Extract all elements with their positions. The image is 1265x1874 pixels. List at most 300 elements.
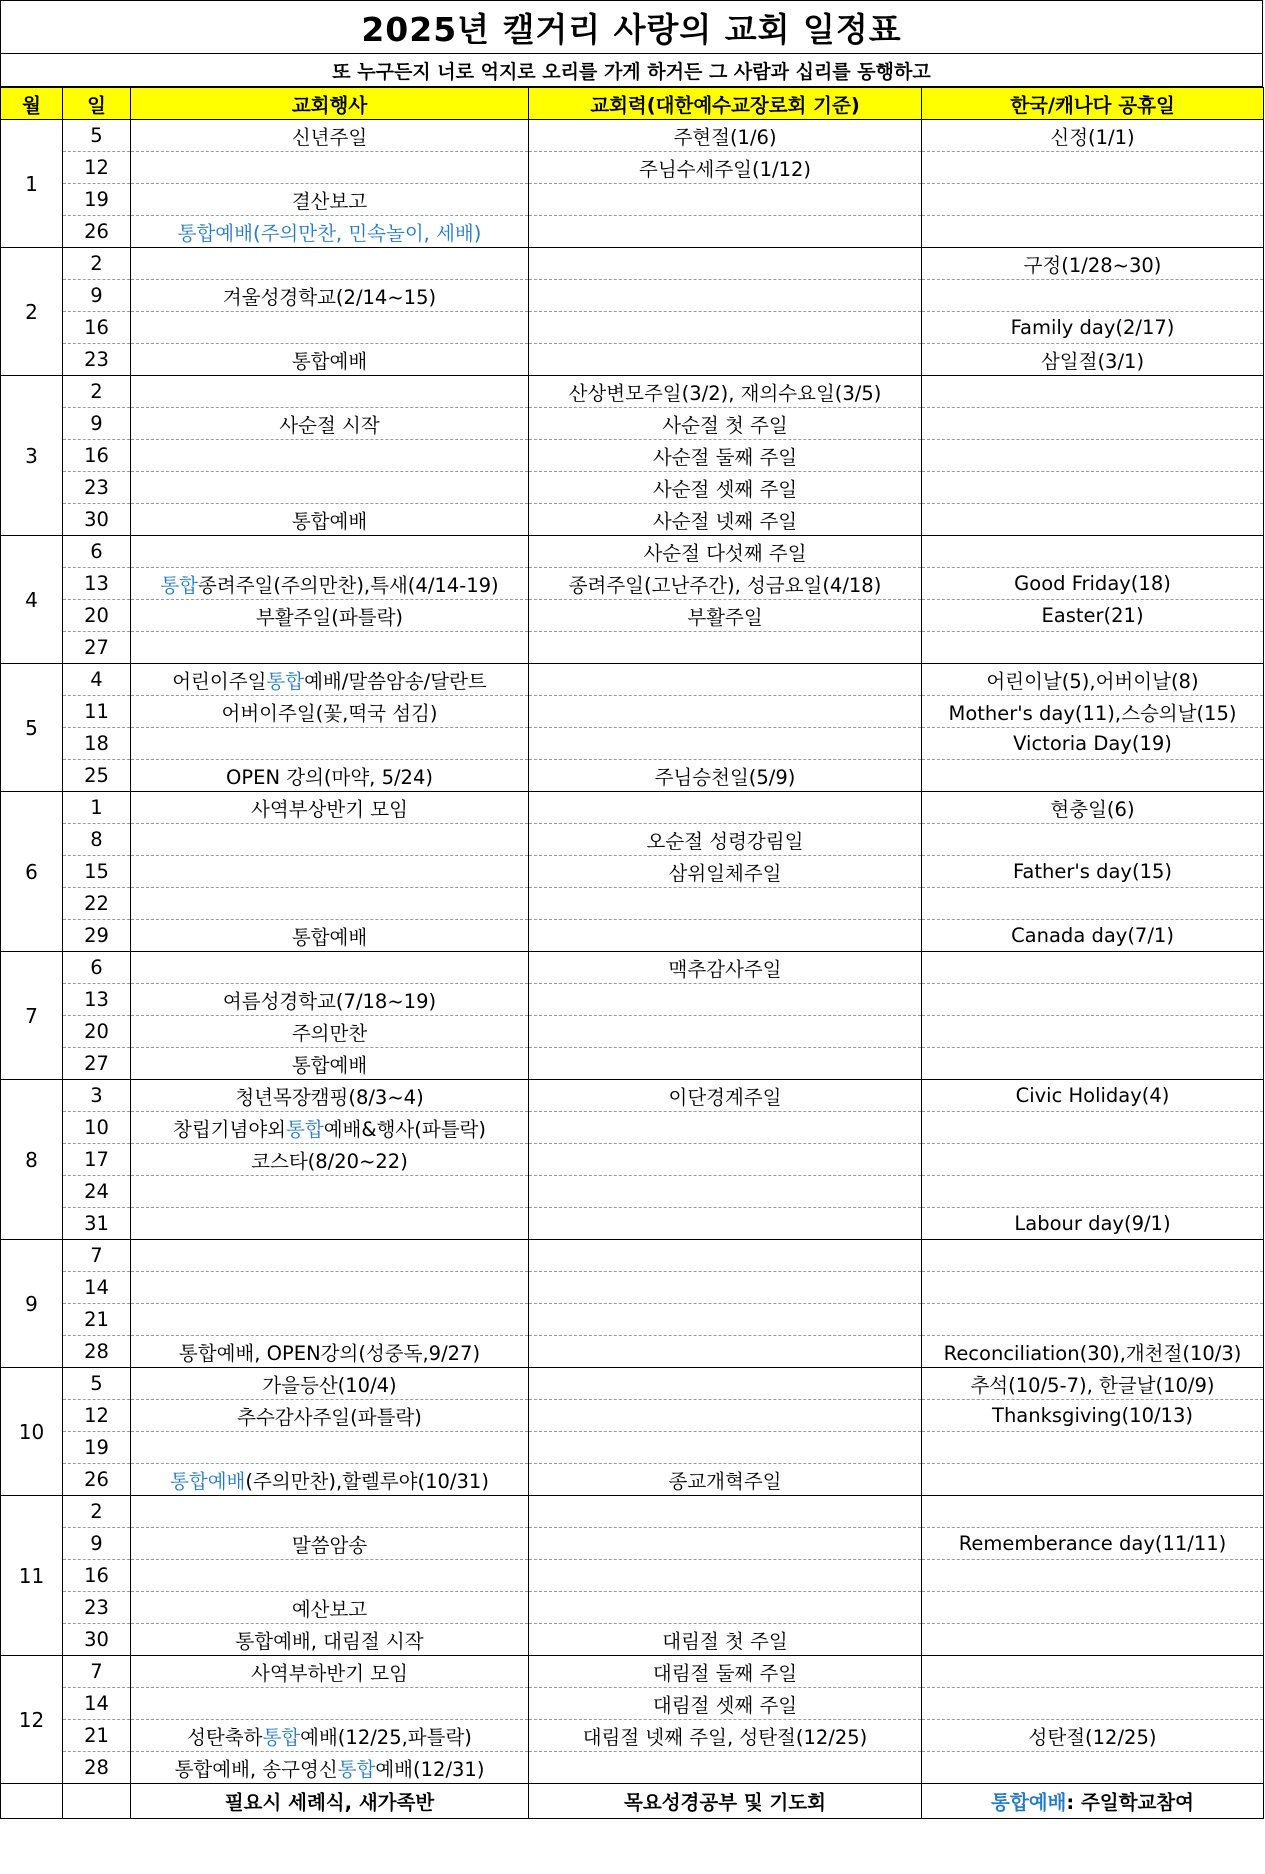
footer-month-cell [1,1784,63,1819]
church-calendar-cell [529,1240,922,1272]
church-event-cell [131,728,529,760]
day-cell: 28 [63,1336,131,1368]
church-event-cell [131,1016,529,1048]
church-event-cell [131,760,529,792]
month-cell: 10 [1,1368,63,1496]
schedule-row [1,888,1264,920]
holiday-cell [922,408,1264,440]
schedule-row [1,216,1264,248]
schedule-row [1,1720,1264,1752]
holiday-cell: 구정(1/28~30) [922,248,1264,280]
event-text: 추수감사주일(파틀락) [237,1405,422,1429]
church-calendar-cell [529,1560,922,1592]
day-cell: 16 [63,1560,131,1592]
schedule-row [1,1400,1264,1432]
church-calendar-cell: 사순절 첫 주일 [529,408,922,440]
schedule-row [1,760,1264,792]
schedule-row [1,1176,1264,1208]
day-cell: 9 [63,280,131,312]
footer-church-note: 목요성경공부 및 기도회 [529,1784,922,1819]
church-calendar-cell: 주님승천일(5/9) [529,760,922,792]
church-event-cell [131,1368,529,1400]
event-text: (주의만찬),할렐루야(10/31) [245,1469,489,1493]
schedule-row [1,1656,1264,1688]
schedule-row [1,280,1264,312]
holiday-cell [922,1144,1264,1176]
church-calendar-cell [529,1432,922,1464]
church-calendar-cell: 사순절 둘째 주일 [529,440,922,472]
day-cell: 11 [63,696,131,728]
schedule-row [1,1272,1264,1304]
church-calendar-cell [529,1048,922,1080]
day-cell: 27 [63,1048,131,1080]
day-cell: 26 [63,1464,131,1496]
holiday-cell [922,952,1264,984]
schedule-row [1,920,1264,952]
month-cell: 2 [1,248,63,376]
footer-event-note: 필요시 세례식, 새가족반 [131,1784,529,1819]
church-event-cell [131,440,529,472]
church-calendar-cell [529,696,922,728]
schedule-row [1,792,1264,824]
church-event-cell [131,1144,529,1176]
church-calendar-cell [529,216,922,248]
holiday-cell: 성탄절(12/25) [922,1720,1264,1752]
day-cell: 9 [63,1528,131,1560]
church-calendar-cell [529,1400,922,1432]
event-text: 여름성경학교(7/18~19) [222,989,437,1013]
church-event-cell [131,856,529,888]
church-calendar-cell [529,312,922,344]
holiday-cell [922,504,1264,536]
church-calendar-cell: 사순절 다섯째 주일 [529,536,922,568]
day-cell: 6 [63,952,131,984]
church-event-cell [131,696,529,728]
day-cell: 31 [63,1208,131,1240]
church-calendar-cell: 주현절(1/6) [529,120,922,152]
day-cell: 16 [63,312,131,344]
event-text: 통합 [262,1725,301,1749]
church-calendar-cell [529,1496,922,1528]
church-calendar-cell [529,184,922,216]
church-event-cell [131,1208,529,1240]
schedule-row [1,312,1264,344]
holiday-cell [922,1464,1264,1496]
church-event-cell [131,1624,529,1656]
church-calendar-cell [529,664,922,696]
church-event-cell [131,1752,529,1784]
day-cell: 13 [63,984,131,1016]
church-calendar-cell [529,1144,922,1176]
schedule-row [1,408,1264,440]
month-cell: 8 [1,1080,63,1240]
event-text: 어버이주일(꽃,떡국 섬김) [221,701,438,725]
schedule-row [1,1432,1264,1464]
church-event-cell [131,1656,529,1688]
day-cell: 7 [63,1240,131,1272]
church-event-cell [131,408,529,440]
church-calendar-cell [529,1016,922,1048]
event-text: 코스타(8/20~22) [251,1149,408,1173]
church-calendar-cell: 산상변모주일(3/2), 재의수요일(3/5) [529,376,922,408]
church-calendar-cell: 대림절 넷째 주일, 성탄절(12/25) [529,1720,922,1752]
header-month: 월 [1,88,63,120]
day-cell: 2 [63,248,131,280]
event-text: 통합예배 [291,925,368,949]
event-text: 통합 [266,669,305,693]
holiday-cell [922,152,1264,184]
church-calendar-cell [529,728,922,760]
schedule-row [1,952,1264,984]
holiday-cell [922,1752,1264,1784]
church-calendar-cell: 사순절 셋째 주일 [529,472,922,504]
day-cell: 28 [63,1752,131,1784]
holiday-cell: Mother's day(11),스승의날(15) [922,696,1264,728]
church-calendar-cell [529,1112,922,1144]
schedule-row [1,1336,1264,1368]
church-event-cell [131,1176,529,1208]
church-event-cell [131,952,529,984]
church-event-cell [131,920,529,952]
church-event-cell [131,792,529,824]
holiday-cell [922,888,1264,920]
church-event-cell [131,1240,529,1272]
event-text: 통합예배, 송구영신 [174,1757,338,1781]
holiday-cell [922,1688,1264,1720]
schedule-row [1,504,1264,536]
schedule-row [1,1240,1264,1272]
footer-holiday-note [922,1784,1264,1819]
day-cell: 16 [63,440,131,472]
church-event-cell [131,1048,529,1080]
holiday-cell [922,1496,1264,1528]
event-text: 통합 [160,573,199,597]
holiday-cell [922,1432,1264,1464]
event-text: 부활주일(파틀락) [255,605,404,629]
event-text: 주의만찬 [291,1021,368,1045]
holiday-cell [922,1560,1264,1592]
schedule-table [0,87,1264,1819]
schedule-row [1,1144,1264,1176]
footer-highlight-text: 통합예배 [991,1791,1067,1814]
event-text: 통합예배(주의만찬, 민속놀이, 세배) [177,221,482,245]
church-event-cell [131,1400,529,1432]
schedule-row [1,696,1264,728]
event-text: 결산보고 [291,189,368,213]
month-cell: 7 [1,952,63,1080]
holiday-cell [922,536,1264,568]
church-event-cell [131,504,529,536]
church-calendar-cell [529,1272,922,1304]
church-calendar-cell: 부활주일 [529,600,922,632]
holiday-cell: Family day(2/17) [922,312,1264,344]
event-text: 통합예배 [291,509,368,533]
holiday-cell: Reconciliation(30),개천절(10/3) [922,1336,1264,1368]
church-event-cell [131,568,529,600]
church-event-cell [131,1336,529,1368]
header-day: 일 [63,88,131,120]
holiday-cell: 신정(1/1) [922,120,1264,152]
day-cell: 23 [63,1592,131,1624]
holiday-cell [922,632,1264,664]
day-cell: 13 [63,568,131,600]
month-cell: 6 [1,792,63,952]
schedule-row [1,184,1264,216]
schedule-row [1,568,1264,600]
holiday-cell [922,1272,1264,1304]
day-cell: 3 [63,1080,131,1112]
church-event-cell [131,1528,529,1560]
church-calendar-cell [529,920,922,952]
month-cell: 11 [1,1496,63,1656]
church-calendar-cell: 대림절 첫 주일 [529,1624,922,1656]
schedule-row [1,344,1264,376]
event-text: 사역부하반기 모임 [251,1661,408,1685]
holiday-cell [922,216,1264,248]
schedule-row [1,632,1264,664]
event-text: 말씀암송 [291,1533,368,1557]
event-text: 통합 [337,1757,376,1781]
day-cell: 2 [63,1496,131,1528]
schedule-row [1,248,1264,280]
schedule-row [1,1592,1264,1624]
church-calendar-cell: 종교개혁주일 [529,1464,922,1496]
church-calendar-cell [529,1528,922,1560]
schedule-row [1,1208,1264,1240]
day-cell: 4 [63,664,131,696]
holiday-cell [922,1304,1264,1336]
church-calendar-cell: 대림절 셋째 주일 [529,1688,922,1720]
church-event-cell [131,1272,529,1304]
holiday-cell [922,984,1264,1016]
schedule-row [1,984,1264,1016]
month-cell: 9 [1,1240,63,1368]
church-calendar-cell [529,792,922,824]
church-calendar-cell [529,1752,922,1784]
holiday-cell: 어린이날(5),어버이날(8) [922,664,1264,696]
church-calendar-cell [529,1208,922,1240]
holiday-cell [922,824,1264,856]
schedule-row [1,1464,1264,1496]
schedule-row [1,472,1264,504]
schedule-row [1,1080,1264,1112]
event-text: 예배/말씀암송/달란트 [304,669,487,693]
church-event-cell [131,1432,529,1464]
day-cell: 21 [63,1304,131,1336]
church-event-cell [131,600,529,632]
holiday-cell [922,760,1264,792]
holiday-cell: Victoria Day(19) [922,728,1264,760]
month-cell: 1 [1,120,63,248]
church-event-cell [131,664,529,696]
church-event-cell [131,1496,529,1528]
church-calendar-cell [529,1176,922,1208]
church-event-cell [131,344,529,376]
church-calendar-cell: 주님수세주일(1/12) [529,152,922,184]
holiday-cell: 추석(10/5-7), 한글날(10/9) [922,1368,1264,1400]
church-event-cell [131,1592,529,1624]
schedule-row [1,1112,1264,1144]
day-cell: 23 [63,344,131,376]
church-calendar-cell [529,1592,922,1624]
day-cell: 10 [63,1112,131,1144]
event-text: 어린이주일 [172,669,267,693]
holiday-cell [922,376,1264,408]
schedule-row [1,1560,1264,1592]
holiday-cell: Civic Holiday(4) [922,1080,1264,1112]
church-calendar-cell [529,344,922,376]
day-cell: 20 [63,1016,131,1048]
day-cell: 5 [63,1368,131,1400]
day-cell: 23 [63,472,131,504]
schedule-row [1,536,1264,568]
church-calendar-cell [529,1336,922,1368]
day-cell: 18 [63,728,131,760]
day-cell: 24 [63,1176,131,1208]
church-event-cell [131,248,529,280]
holiday-cell [922,1240,1264,1272]
day-cell: 1 [63,792,131,824]
church-event-cell [131,536,529,568]
day-cell: 8 [63,824,131,856]
church-event-cell [131,280,529,312]
footer-day-cell [63,1784,131,1819]
schedule-row [1,440,1264,472]
day-cell: 29 [63,920,131,952]
day-cell: 22 [63,888,131,920]
month-cell: 4 [1,536,63,664]
day-cell: 12 [63,152,131,184]
event-text: 통합예배 [170,1469,246,1493]
holiday-cell [922,1656,1264,1688]
church-calendar-cell: 사순절 넷째 주일 [529,504,922,536]
event-text: 창립기념야외 [173,1117,287,1141]
church-event-cell [131,888,529,920]
event-text: 종려주일(주의만찬),특새(4/14-19) [198,573,499,597]
page-title: 2025년 캘거리 사랑의 교회 일정표 [0,0,1263,53]
church-calendar-cell: 대림절 둘째 주일 [529,1656,922,1688]
church-calendar-cell [529,888,922,920]
holiday-cell [922,184,1264,216]
holiday-cell [922,1624,1264,1656]
church-calendar-cell: 이단경계주일 [529,1080,922,1112]
church-calendar-cell [529,248,922,280]
day-cell: 30 [63,504,131,536]
holiday-cell [922,1176,1264,1208]
church-event-cell [131,1560,529,1592]
church-event-cell [131,1464,529,1496]
schedule-row [1,1016,1264,1048]
schedule-row [1,152,1264,184]
church-event-cell [131,152,529,184]
schedule-row [1,1624,1264,1656]
event-text: 통합예배 [291,1053,368,1077]
holiday-cell: 현충일(6) [922,792,1264,824]
page-subtitle: 또 누구든지 너로 억지로 오리를 가게 하거든 그 사람과 십리를 동행하고 [0,53,1263,87]
day-cell: 14 [63,1688,131,1720]
church-event-cell [131,376,529,408]
day-cell: 6 [63,536,131,568]
church-event-cell [131,1112,529,1144]
church-event-cell [131,1720,529,1752]
holiday-cell [922,1048,1264,1080]
holiday-cell [922,1112,1264,1144]
schedule-row [1,1048,1264,1080]
event-text: 성탄축하 [187,1725,263,1749]
month-cell: 3 [1,376,63,536]
schedule-row [1,664,1264,696]
church-calendar-cell [529,280,922,312]
church-calendar-cell: 종려주일(고난주간), 성금요일(4/18) [529,568,922,600]
event-text: 가을등산(10/4) [262,1373,397,1397]
footer-rest-text: : 주일학교참여 [1066,1791,1194,1814]
event-text: 청년목장캠핑(8/3~4) [235,1085,424,1109]
church-calendar-cell: 삼위일체주일 [529,856,922,888]
church-calendar-cell [529,1304,922,1336]
event-text: 예배&행사(파틀락) [323,1117,486,1141]
event-text: 통합예배 [291,349,368,373]
day-cell: 5 [63,120,131,152]
day-cell: 30 [63,1624,131,1656]
schedule-row [1,856,1264,888]
schedule-body [1,120,1264,1784]
schedule-row [1,1752,1264,1784]
schedule-row [1,600,1264,632]
month-cell: 12 [1,1656,63,1784]
church-calendar-cell: 오순절 성령강림일 [529,824,922,856]
schedule-row [1,1528,1264,1560]
event-text: OPEN 강의(마약, 5/24) [226,765,433,789]
church-calendar-cell [529,1368,922,1400]
event-text: 예배(12/31) [375,1757,485,1781]
header-row [1,88,1264,120]
day-cell: 19 [63,1432,131,1464]
church-event-cell [131,120,529,152]
event-text: 겨울성경학교(2/14~15) [222,285,437,309]
event-text: 통합예배, 대림절 시작 [235,1629,424,1653]
header-public-holiday: 한국/캐나다 공휴일 [922,88,1264,120]
event-text: 사역부상반기 모임 [251,797,408,821]
schedule-row [1,1688,1264,1720]
day-cell: 20 [63,600,131,632]
day-cell: 25 [63,760,131,792]
church-event-cell [131,312,529,344]
church-event-cell [131,1304,529,1336]
schedule-row [1,120,1264,152]
day-cell: 19 [63,184,131,216]
church-calendar-cell: 맥추감사주일 [529,952,922,984]
day-cell: 9 [63,408,131,440]
schedule-row [1,376,1264,408]
church-event-cell [131,824,529,856]
schedule-row [1,1496,1264,1528]
day-cell: 17 [63,1144,131,1176]
holiday-cell [922,440,1264,472]
event-text: 예산보고 [291,1597,368,1621]
month-cell: 5 [1,664,63,792]
event-text: 사순절 시작 [279,413,380,437]
holiday-cell: Rememberance day(11/11) [922,1528,1264,1560]
holiday-cell [922,1592,1264,1624]
church-calendar-cell [529,984,922,1016]
holiday-cell [922,280,1264,312]
header-church-event: 교회행사 [131,88,529,120]
holiday-cell: Father's day(15) [922,856,1264,888]
day-cell: 12 [63,1400,131,1432]
event-text: 예배(12/25,파틀락) [300,1725,472,1749]
holiday-cell: Thanksgiving(10/13) [922,1400,1264,1432]
church-event-cell [131,632,529,664]
